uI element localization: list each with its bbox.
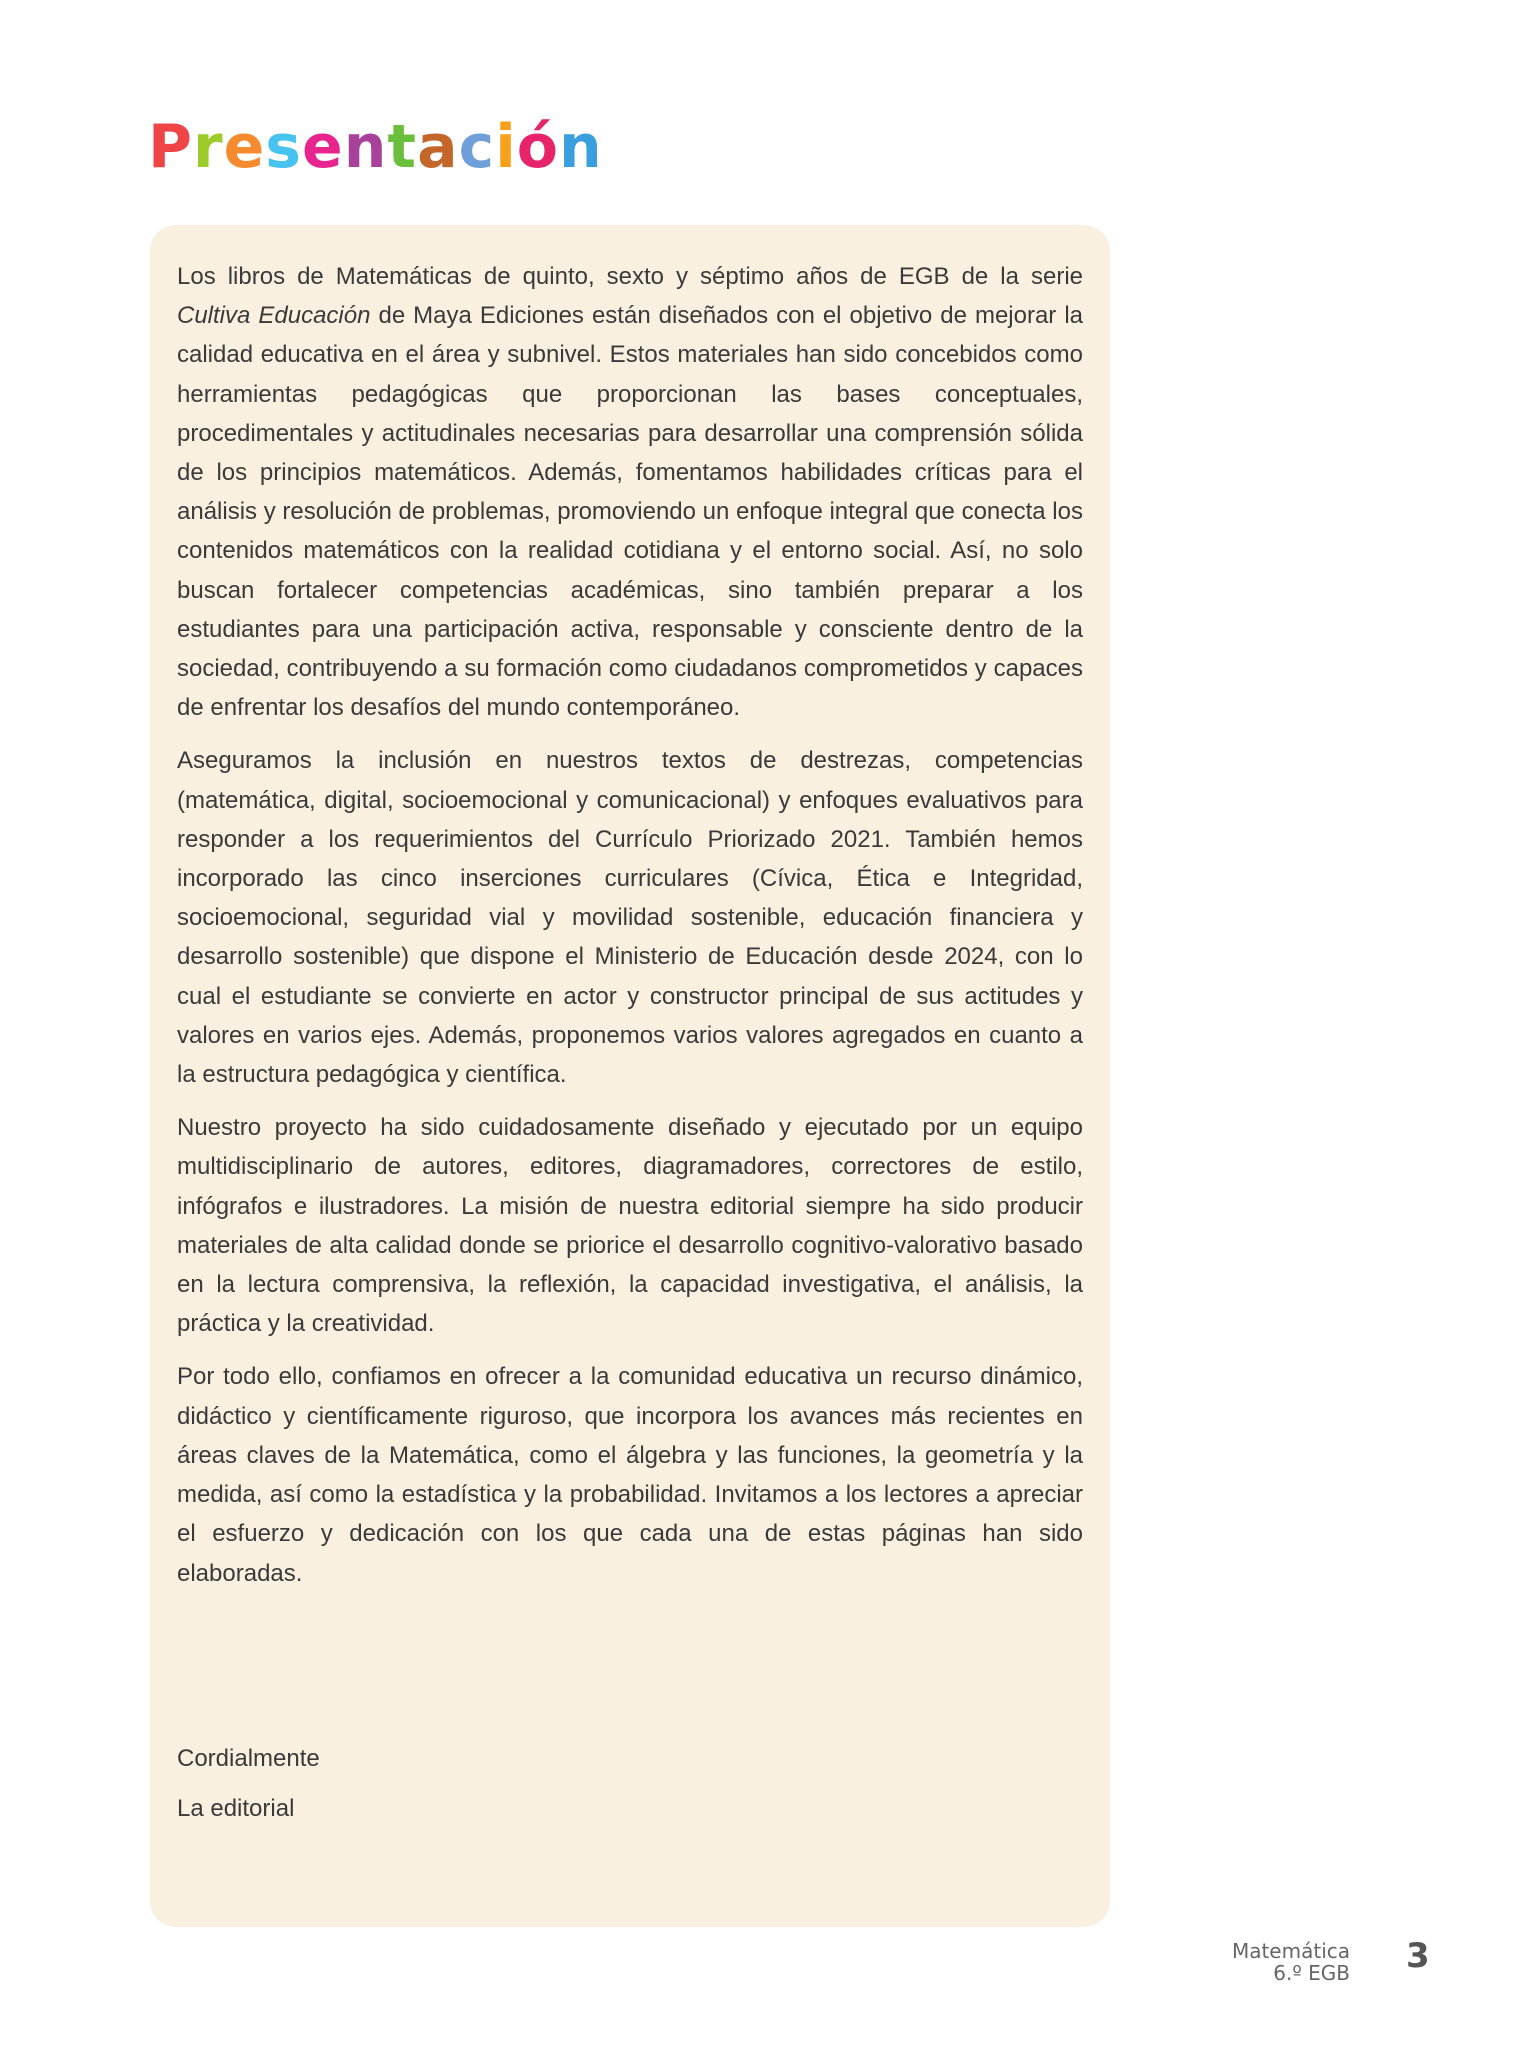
- title-letter: n: [559, 112, 603, 182]
- title-letter: t: [387, 112, 418, 182]
- paragraph-1: [177, 257, 1083, 727]
- title-letter: c: [458, 112, 496, 182]
- footer-subject: Matemática: [1231, 1939, 1350, 1963]
- title-letter: P: [148, 112, 193, 182]
- paragraph-1-text: Los libros de Matemáticas de quinto, sexto y séptimo años de EGB de la serie: [177, 263, 1083, 290]
- title-letter: a: [417, 112, 459, 182]
- footer-info: [1232, 1940, 1350, 1984]
- presentation-box: [150, 225, 1110, 1927]
- presentation-text: [177, 257, 1083, 1607]
- title-letter: ó: [516, 112, 559, 182]
- paragraph-1-text-cont: de Maya Ediciones están diseñados con el objetivo de mejorar la calidad educativa en el área y subnivel. Estos materiales han sido concebidos como herramientas pedagógicas que proporcionan las bases conceptuales, procedimentales y actitudinales necesarias para desarrollar una comprensión sólida de los principios matemáticos. Además, fomentamos habilidades críticas para el análisis y resolución de problemas, promoviendo un enfoque integral que conecta los contenidos matemáticos con la realidad cotidiana y el entorno social. Así, no solo buscan fortalecer competencias académicas, sino también preparar a los estudiantes para una participación activa, responsable y consciente dentro de la sociedad, contribuyendo a su formación como ciudadanos comprometidos y capaces de enfrentar los desafíos del mundo contemporáneo.: [177, 302, 1083, 722]
- title-letter: i: [495, 112, 517, 182]
- paragraph-3: Nuestro proyecto ha sido cuidadosamente diseñado y ejecutado por un equipo multidisciplinario de autores, editores, diagramadores, correctores de estilo, infógrafos e ilustradores. La misión de nuestra editorial siempre ha sido producir materiales de alta calidad donde se priorice el desarrollo cognitivo-valorativo basado en la lectura comprensiva, la reflexión, la capacidad investigativa, el análisis, la práctica y la creatividad.: [177, 1114, 1083, 1338]
- footer-grade: 6.º EGB: [1273, 1961, 1350, 1985]
- closing-block: [177, 1745, 320, 1845]
- page-number: 3: [1406, 1936, 1430, 1976]
- series-name: Cultiva Educación: [177, 302, 371, 330]
- title-letter: e: [302, 112, 344, 182]
- title-letter: e: [223, 112, 266, 182]
- page-title: [148, 112, 603, 182]
- closing: Cordialmente: [177, 1745, 320, 1772]
- title-letter: n: [343, 112, 388, 182]
- title-letter: s: [265, 112, 302, 182]
- signature: La editorial: [177, 1795, 295, 1822]
- title-letter: r: [192, 112, 224, 182]
- paragraph-4: Por todo ello, confiamos en ofrecer a la comunidad educativa un recurso dinámico, didáctico y científicamente riguroso, que incorpora los avances más recientes en áreas claves de la Matemática, como el álgebra y las funciones, la geometría y la medida, así como la estadística y la probabilidad. Invitamos a los lectores a apreciar el esfuerzo y dedicación con los que cada una de estas páginas han sido elaboradas.: [177, 1363, 1083, 1587]
- paragraph-2: Aseguramos la inclusión en nuestros textos de destrezas, competencias (matemática, digital, socioemocional y comunicacional) y enfoques evaluativos para responder a los requerimientos del Currículo Priorizado 2021. También hemos incorporado las cinco inserciones curriculares (Cívica, Ética e Integridad, socioemocional, seguridad vial y movilidad sostenible, educación financiera y desarrollo sostenible) que dispone el Ministerio de Educación desde 2024, con lo cual el estudiante se convierte en actor y constructor principal de sus actitudes y valores en varios ejes. Además, proponemos varios valores agregados en cuanto a la estructura pedagógica y científica.: [177, 747, 1083, 1089]
